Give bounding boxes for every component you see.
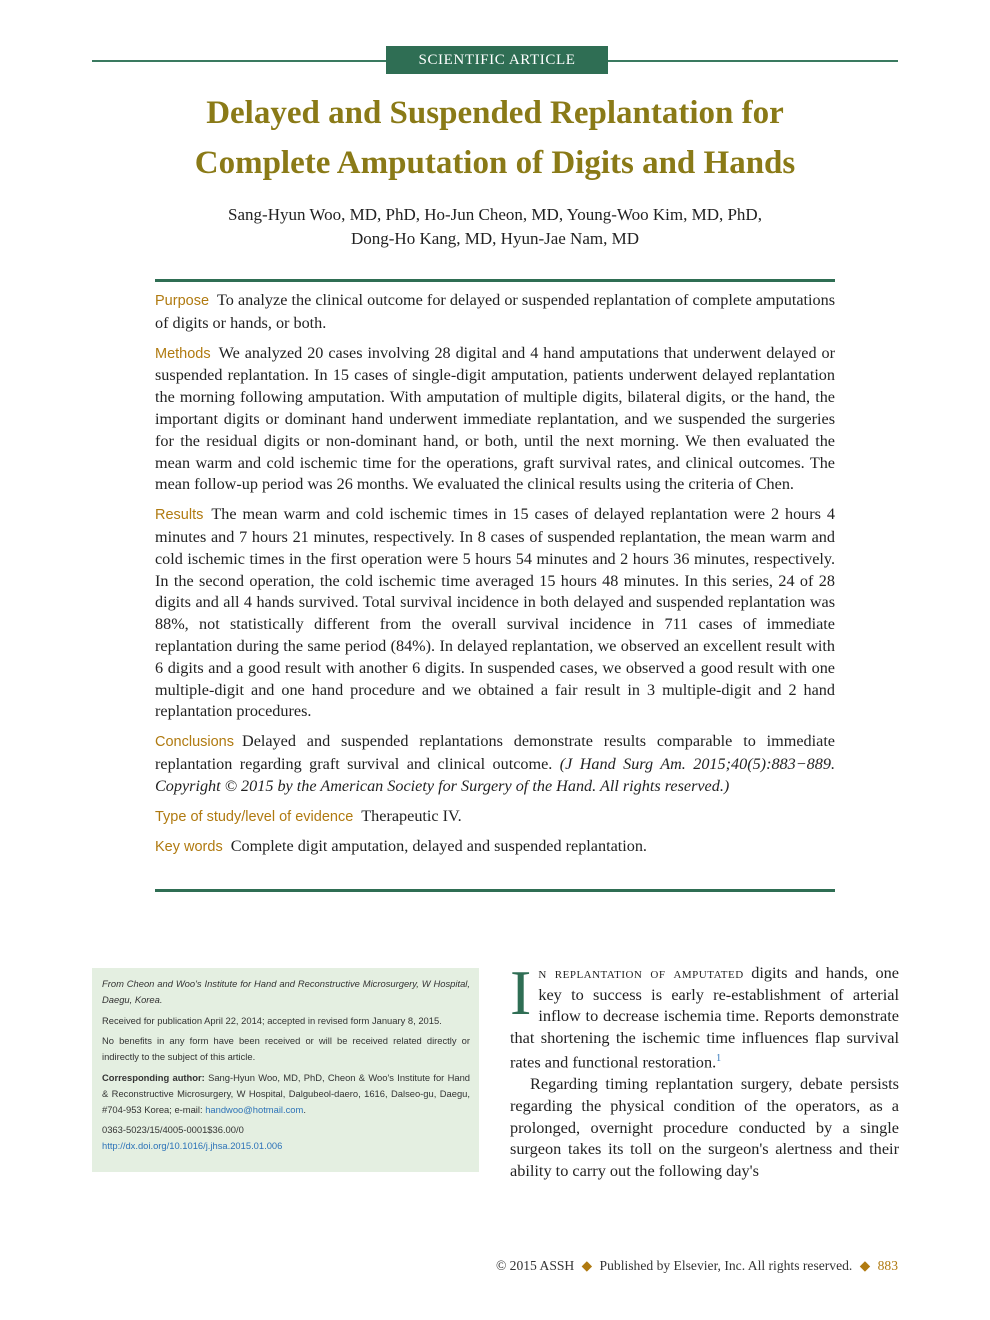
methods-label: Methods: [155, 345, 211, 362]
issn-doi: [102, 1122, 470, 1154]
affiliation-note: From Cheon and Woo's Institute for Hand and Reconstructive Microsurgery, W Hospital, Daegu, Korea.: [102, 978, 470, 1005]
body-paragraph-1: [510, 957, 900, 1073]
email-end: .: [303, 1103, 306, 1115]
body-paragraph-2: Regarding timing replantation surgery, debate persists regarding the physical condition of the operators, as a prolonged, overnight procedure conducted by a single surgeon takes its toll on the surgeon's alertness and their ability to carry out the following day's: [510, 1074, 899, 1180]
type-label: Type of study/level of evidence: [155, 808, 354, 825]
purpose-text: To analyze the clinical outcome for delayed or suspended replantation of complete amputations of digits or hands, or both.: [155, 291, 835, 332]
purpose-label: Purpose: [155, 293, 210, 309]
abstract-bottom-rule: [155, 889, 835, 892]
abstract-conclusions: [155, 731, 835, 797]
footer-publisher: Published by Elsevier, Inc. All rights reserved.: [599, 1258, 853, 1273]
drop-cap: I: [510, 957, 532, 1028]
footer-copyright: © 2015 ASSH: [495, 1258, 575, 1273]
lead-in: n replantation of amputated: [538, 963, 744, 982]
keywords-text: Complete digit amputation, delayed and suspended replantation.: [230, 837, 647, 856]
conclusions-label: Conclusions: [155, 734, 234, 751]
results-text: The mean warm and cold ischemic times in 15 cases of delayed replantation were 2 hours 4 minutes and 7 hours 21 minutes, respectively. In 8 cases of suspended replantation, the mean warm and cold ischemic times in the first operation were 5 hours 54 minutes and 2 hours 36 minutes, respectively. In the second operation, the cold ischemic time averaged 15 hours 48 minutes. In this series, 24 of 28 digits and all 4 hands survived. Total survival incidence in both delayed and suspended replantation was 88%, not statistically different from the overall survival incidence in 711 cases of immediate replantation during the same period (84%). In delayed replantation, we observed an excellent result with 6 digits and a good result with another 6 digits. In suspended cases, we observed a good result with one multiple-digit and one hand procedure and we obtained a fair result in 3 multiple-digit and 2 hand replantation procedures.: [155, 505, 835, 721]
issn: 0363-5023/15/4005-0001$36.00/0: [102, 1124, 244, 1136]
journal-citation: (J Hand Surg Am. 2015;40(5):883−889. Copyright © 2015 by the American Society for Surgery of the Hand. All rights reserved.): [155, 754, 835, 795]
page-number: 883: [877, 1258, 898, 1273]
reference-1-link[interactable]: 1: [716, 1053, 722, 1065]
abstract-type: [155, 806, 835, 829]
email-link[interactable]: handwoo@hotmail.com: [205, 1103, 304, 1115]
keywords-label: Key words: [155, 839, 223, 856]
diamond-icon: ◆: [581, 1258, 593, 1273]
abstract-methods: [155, 343, 835, 497]
page-footer: [496, 1258, 898, 1274]
results-label: Results: [155, 507, 204, 524]
methods-text: We analyzed 20 cases involving 28 digital and 4 hand amputations that underwent delayed or suspended replantation. In 15 cases of single-digit amputation, patients underwent delayed replantation the morning following amputation. With amputation of multiple digits, bilateral digits, or the hand, the important digits or dominant hand underwent immediate replantation, and we suspended the surgeries for the residual digits or non-dominant hand, or both, until the next morning. We then evaluated the mean warm and cold ischemic time for the operations, graft survival rates, and clinical outcomes. The mean follow-up period was 26 months. We evaluated the clinical results using the criteria of Chen.: [155, 343, 835, 494]
abstract: [155, 290, 835, 867]
abstract-keywords: [155, 836, 835, 859]
authors-line-1: Sang-Hyun Woo, MD, PhD, Ho-Jun Cheon, MD, Young-Woo Kim, MD, PhD,: [228, 205, 762, 224]
corresponding-author-note: [102, 1070, 470, 1117]
body-p1-text: digits and hands, one key to success is early re-establishment of arterial inflow to decrease ischemia time. Reports demonstrate that shortening the ischemic time influences flap survival rates and functional restoration.: [510, 963, 900, 1072]
title-line-1: Delayed and Suspended Replantation for: [206, 95, 784, 131]
abstract-top-rule: [155, 279, 835, 282]
benefits-note: No benefits in any form have been received or will be received related directly or indirectly to the subject of this article.: [102, 1035, 470, 1063]
type-text: Therapeutic IV.: [361, 806, 462, 825]
corr-label: Corresponding author:: [102, 1071, 205, 1083]
received-note: Received for publication April 22, 2014; accepted in revised form January 8, 2015.: [102, 1014, 442, 1026]
abstract-purpose: [155, 290, 835, 335]
author-list: [150, 203, 840, 251]
section-tag: SCIENTIFIC ARTICLE: [386, 46, 608, 74]
authors-line-2: Dong-Ho Kang, MD, Hyun-Jae Nam, MD: [350, 229, 639, 248]
corr-text: Sang-Hyun Woo, MD, PhD, Cheon & Woo's Institute for Hand & Reconstructive Microsurgery, W Hospital, Dalgubeol-daero, 1616, Dalseo-gu, Daegu, #704-953 Korea; e-mail:: [102, 1071, 471, 1115]
title-line-2: Complete Amputation of Digits and Hands: [194, 145, 796, 181]
body-column: [510, 957, 900, 1181]
diamond-icon: ◆: [859, 1258, 871, 1273]
article-title: [95, 88, 895, 188]
abstract-results: [155, 504, 835, 723]
footnote-box: [92, 968, 479, 1172]
doi-link[interactable]: http://dx.doi.org/10.1016/j.jhsa.2015.01.006: [102, 1140, 283, 1152]
conclusions-text: Delayed and suspended replantations demonstrate results comparable to immediate replantation regarding graft survival and clinical outcome.: [155, 732, 835, 773]
